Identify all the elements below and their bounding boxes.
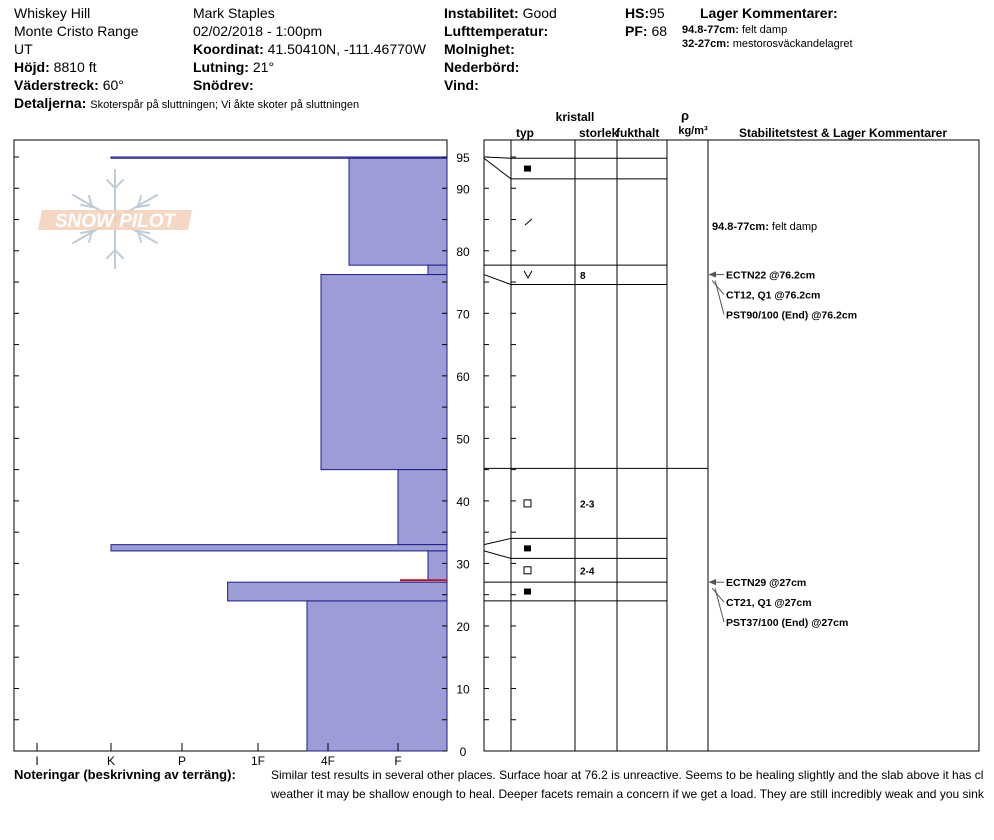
layer-connector [484, 158, 511, 179]
hardness-tick-label: I [35, 754, 39, 768]
coord-value: 41.50410N, -111.46770W [267, 41, 426, 57]
precip-label: Nederbörd: [444, 59, 520, 75]
cloud-label: Molnighet: [444, 41, 515, 57]
grain-size: 8 [580, 270, 586, 282]
instability-value: Good [522, 5, 557, 21]
depth-tick-label: 90 [456, 182, 470, 197]
grain-facets-icon [524, 567, 531, 574]
layer-comment-2: 32-27cm: mestorosväckandelagret [682, 38, 853, 50]
location-name: Whiskey Hill [14, 5, 91, 21]
notes [14, 767, 984, 801]
depth-tick-label: 70 [456, 307, 470, 322]
grain-rounds-icon [524, 545, 531, 551]
test-arrowhead [709, 579, 716, 585]
stability-test-label: CT12, Q1 @76.2cm [726, 289, 821, 302]
layer-comment-1: 94.8-77cm: felt damp [682, 24, 788, 36]
hardness-layer-bar [428, 551, 447, 580]
pf-value: 68 [651, 23, 668, 39]
state-name: UT [14, 41, 33, 57]
test-pointer [715, 588, 724, 622]
depth-tick-label: 30 [456, 557, 470, 572]
depth-tick-label: 80 [456, 244, 470, 259]
test-pointer [715, 281, 724, 315]
stability-test-label: PST90/100 (End) @76.2cm [726, 309, 858, 322]
grain-decomposing-icon [525, 219, 532, 225]
airtemp-label: Lufttemperatur: [444, 23, 549, 39]
col-density-symbol: ρ [680, 108, 690, 123]
hs-value: 95 [649, 5, 665, 21]
hs-label: HS: [625, 5, 650, 21]
depth-tick-label: 10 [456, 682, 470, 697]
layer-connector [484, 275, 511, 285]
depth-tick-label: 50 [456, 432, 470, 447]
range-name: Monte Cristo Range [14, 23, 139, 39]
hardness-tick-label: P [177, 754, 187, 768]
hardness-tick-label: 4F [320, 754, 336, 768]
grain-size: 2-3 [580, 499, 595, 511]
hardness-layer-bar [398, 470, 447, 545]
wind-label: Vind: [444, 77, 479, 93]
col-crystal-header: kristall [555, 110, 595, 124]
elevation-value: 8810 ft [53, 59, 97, 75]
observation-datetime: 02/02/2018 - 1:00pm [193, 23, 323, 39]
grain-surface-hoar-icon [524, 271, 532, 278]
col-comments-header: Stabilitetstest & Lager Kommentarer [738, 126, 948, 140]
snowpilot-logo [38, 170, 192, 268]
depth-tick-label: 95 [456, 151, 470, 165]
hardness-tick-label: 1F [250, 754, 266, 768]
layer-comments-title: Lager Kommentarer: [700, 5, 838, 21]
notes-label: Noteringar (beskrivning av terräng): [14, 767, 236, 782]
layer-connector [484, 551, 511, 559]
test-arrowhead [709, 272, 716, 278]
hardness-layer-bar [228, 582, 447, 601]
details-label: Detaljerna: [14, 95, 87, 111]
grain-rounds-icon [524, 166, 531, 172]
details-value: Skoterspår på sluttningen; Vi åkte skoter på sluttningen [90, 99, 360, 111]
grain-size: 2-4 [580, 566, 595, 578]
depth-tick-label: 40 [456, 494, 470, 509]
stability-test-label: PST37/100 (End) @27cm [726, 617, 849, 630]
hardness-tick-label: K [106, 754, 116, 768]
stability-test-label: ECTN29 @27cm [726, 577, 807, 590]
aspect-label: Väderstreck: [14, 77, 99, 93]
layer-connector [484, 538, 511, 544]
depth-tick-label: 0 [459, 745, 467, 759]
grain-facets-icon [524, 500, 531, 507]
grain-rounds-icon [524, 589, 531, 595]
felt-damp-comment: 94.8-77cm: felt damp [712, 220, 818, 233]
pf-label: PF: [625, 23, 648, 39]
elevation-label: Höjd: [14, 59, 50, 75]
depth-tick-label: 20 [456, 619, 470, 634]
col-density-unit: kg/m³ [678, 125, 708, 137]
hardness-layer-bar [111, 545, 447, 551]
layer-connector [484, 157, 511, 158]
hardness-layer-bar [428, 265, 447, 274]
notes-line-2: weather it may be shallow enough to heal. Deeper facets remain a concern if we get a load. They are still incredibly weak and you sink [271, 787, 984, 801]
instability-label: Instabilitet: [444, 5, 519, 21]
hardness-layer-bar [307, 601, 447, 751]
drift-label: Snödrev: [193, 77, 254, 93]
slope-label: Lutning: [193, 59, 249, 75]
hardness-layer-bar [321, 275, 447, 470]
stability-test-label: CT21, Q1 @27cm [726, 597, 812, 610]
logo-text: SNOW PILOT [54, 211, 176, 232]
coord-label: Koordinat: [193, 41, 264, 57]
hardness-tick-label: F [394, 754, 402, 768]
aspect-value: 60° [102, 77, 124, 93]
depth-tick-label: 60 [456, 369, 470, 384]
slope-value: 21° [252, 59, 275, 75]
stability-test-label: ECTN22 @76.2cm [726, 269, 816, 282]
col-size-header: storlek [579, 126, 619, 140]
notes-line-1: Similar test results in several other places. Surface hoar at 76.2 is unreactive. Seems to be healing slightly and the slab above it has cl [271, 768, 984, 782]
col-moisture-header: fukthalt [616, 126, 660, 140]
observer-name: Mark Staples [193, 5, 275, 21]
hardness-layer-bar [349, 158, 447, 265]
col-type-header: typ [516, 126, 534, 140]
